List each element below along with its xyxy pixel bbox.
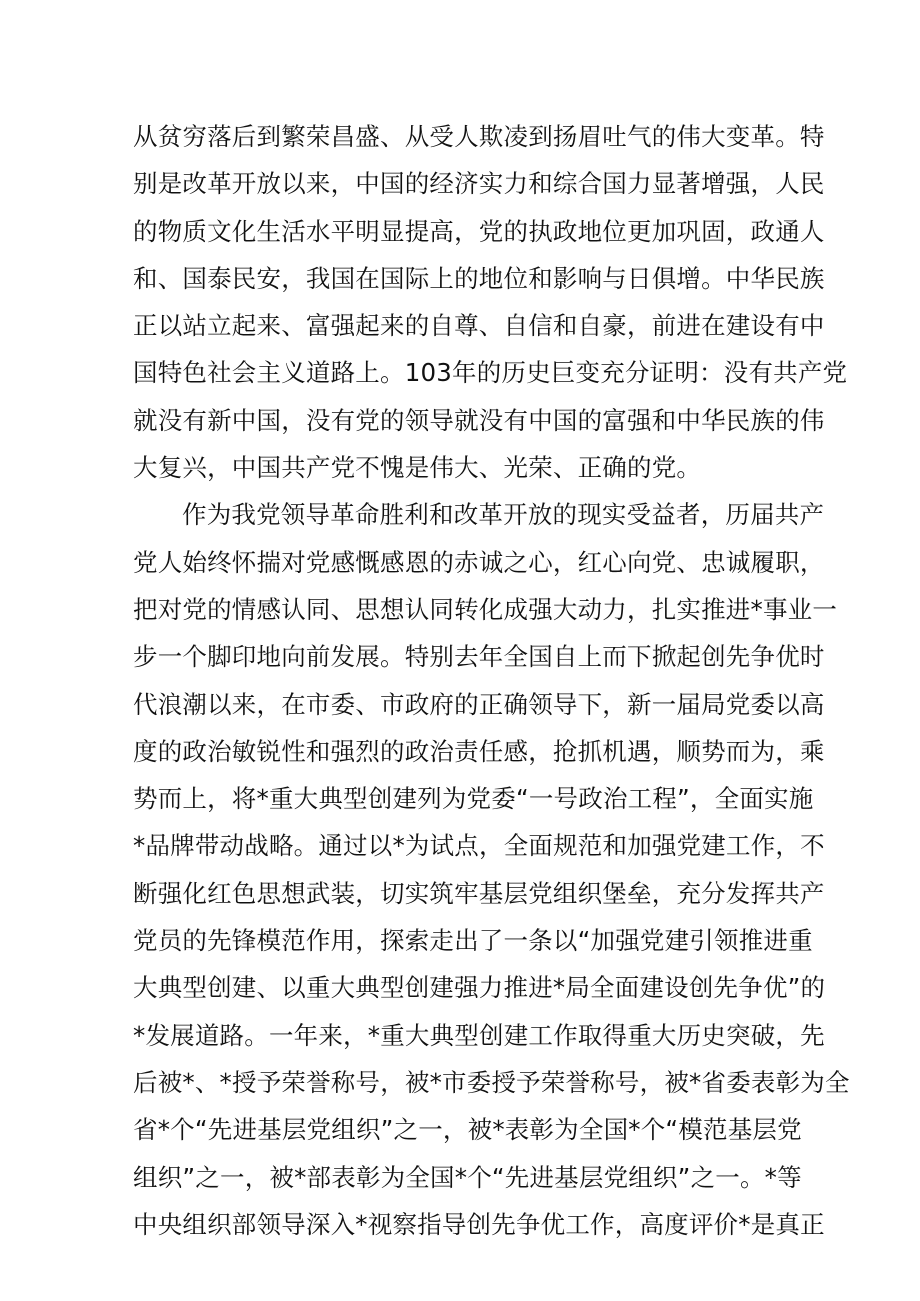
text-line: 组织”之一，被*部表彰为全国*个“先进基层党组织”之一。*等	[133, 1162, 802, 1192]
text-line: 别是改革开放以来，中国的经济实力和综合国力显著增强，人民	[133, 169, 825, 199]
paragraph-start-line: 作为我党领导革命胜利和改革开放的现实受益者，历届共产	[182, 500, 825, 530]
text-line: 就没有新中国，没有党的领导就没有中国的富强和中华民族的伟	[133, 405, 825, 435]
text-line: 和、国泰民安，我国在国际上的地位和影响与日俱增。中华民族	[133, 263, 825, 293]
text-line: 中央组织部领导深入*视察指导创先争优工作，高度评价*是真正	[133, 1209, 825, 1239]
text-line: 国特色社会主义道路上。103年的历史巨变充分证明：没有共产党	[133, 358, 848, 388]
text-line: 势而上，将*重大典型创建列为党委“一号政治工程”，全面实施	[133, 784, 814, 814]
text-line: 正以站立起来、富强起来的自尊、自信和自豪，前进在建设有中	[133, 311, 825, 341]
text-line: 度的政治敏锐性和强烈的政治责任感，抢抓机遇，顺势而为，乘	[133, 736, 825, 766]
text-line: 大复兴，中国共产党不愧是伟大、光荣、正确的党。	[133, 453, 702, 483]
text-line: 断强化红色思想武装，切实筑牢基层党组织堡垒，充分发挥共产	[133, 878, 825, 908]
text-line: 党人始终怀揣对党感慨感恩的赤诚之心，红心向党、忠诚履职，	[133, 547, 825, 577]
text-line: 步一个脚印地向前发展。特别去年全国自上而下掀起创先争优时	[133, 642, 825, 672]
text-line: 把对党的情感认同、思想认同转化成强大动力，扎实推进*事业一	[133, 594, 838, 624]
text-line: 后被*、*授予荣誉称号，被*市委授予荣誉称号，被*省委表彰为全	[133, 1067, 850, 1097]
text-line: 省*个“先进基层党组织”之一，被*表彰为全国*个“模范基层党	[133, 1115, 802, 1145]
text-line: 的物质文化生活水平明显提高，党的执政地位更加巩固，政通人	[133, 216, 825, 246]
text-line: *发展道路。一年来，*重大典型创建工作取得重大历史突破，先	[133, 1020, 825, 1050]
text-line: 代浪潮以来，在市委、市政府的正确领导下，新一届局党委以高	[133, 689, 825, 719]
text-line: *品牌带动战略。通过以*为试点，全面规范和加强党建工作，不	[133, 831, 825, 861]
text-line: 党员的先锋模范作用，探索走出了一条以“加强党建引领推进重	[133, 926, 813, 956]
text-line: 从贫穷落后到繁荣昌盛、从受人欺凌到扬眉吐气的伟大变革。特	[133, 122, 825, 151]
text-line: 大典型创建、以重大典型创建强力推进*局全面建设创先争优”的	[133, 973, 826, 1003]
body-text	[133, 113, 850, 1248]
